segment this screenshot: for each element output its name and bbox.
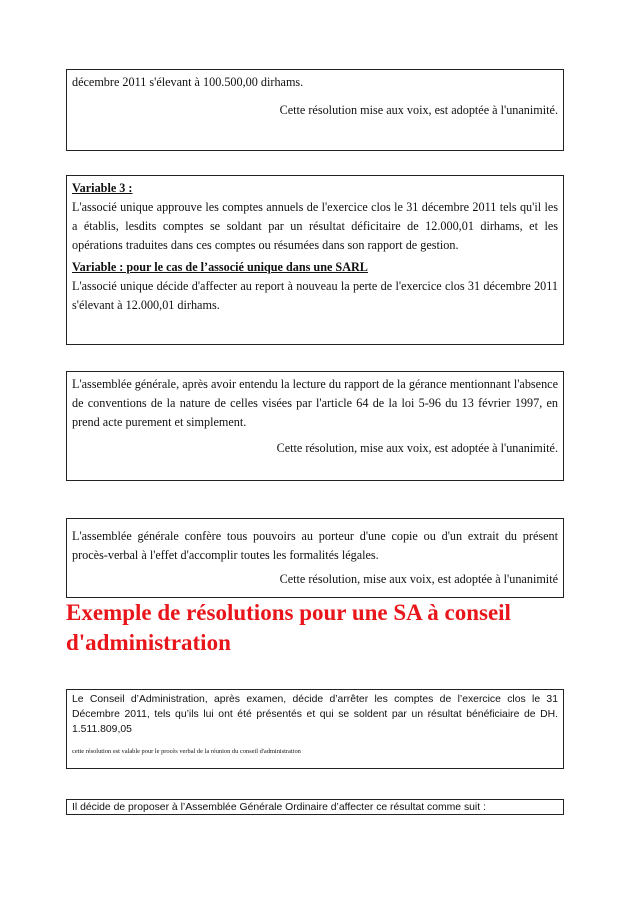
resolution-text: L'associé unique approuve les comptes annuels de l'exercice clos le 31 décembre 2011 tels qu'il les a établis, lesdits comptes se soldant par un résultat déficitaire de 12.000,01 dirhams, et les opérations traduites dans ces comptes ou résumées dans son rapport de gestion. [72, 200, 558, 252]
adoption-text: Cette résolution, mise aux voix, est adoptée à l'unanimité [279, 572, 558, 586]
adoption-text: Cette résolution mise aux voix, est adoptée à l'unanimité. [279, 103, 558, 117]
resolution-box-affectation [66, 799, 564, 815]
resolution-text: Il décide de proposer à l’Assemblée Générale Ordinaire d’affecter ce résultat comme suit : [72, 802, 486, 813]
resolution-box-4 [66, 518, 564, 598]
resolution-box-3 [66, 371, 564, 481]
resolution-box-sa [66, 689, 564, 769]
resolution-text: L'assemblée générale confère tous pouvoirs au porteur d'une copie ou d'un extrait du présent procès-verbal à l'effet d'accomplir toutes les formalités légales. [72, 529, 558, 562]
resolution-box-variable-3 [66, 175, 564, 345]
resolution-text: Le Conseil d’Administration, après examen, décide d’arrêter les comptes de l’exercice clos le 31 Décembre 2011, tels qu’ils lui ont été présentés et qui se soldent par un résultat bénéficiaire de DH. 1.511.809,05 [72, 694, 558, 735]
variable-title: Variable 3 : [72, 181, 133, 195]
resolution-text: L'assemblée générale, après avoir entendu la lecture du rapport de la gérance mentionnant l'absence de conventions de la nature de celles visées par l'article 64 de la loi 5-96 du 13 février 1997, en prend acte purement et simplement. [72, 377, 558, 429]
adoption-text: Cette résolution, mise aux voix, est adoptée à l'unanimité. [276, 441, 558, 455]
section-heading: Exemple de résolutions pour une SA à conseil d'administration [66, 600, 511, 655]
resolution-box-1 [66, 69, 564, 151]
resolution-note: cette résolution est valable pour le procès verbal de la réunion du conseil d'administration [72, 748, 301, 755]
sarl-resolution-text: L'associé unique décide d'affecter au report à nouveau la perte de l'exercice clos 31 décembre 2011 s'élevant à 12.000,01 dirhams. [72, 279, 558, 312]
resolution-text: décembre 2011 s'élevant à 100.500,00 dirhams. [72, 75, 304, 89]
sarl-variable-title: Variable : pour le cas de l’associé unique dans une SARL [72, 260, 368, 274]
